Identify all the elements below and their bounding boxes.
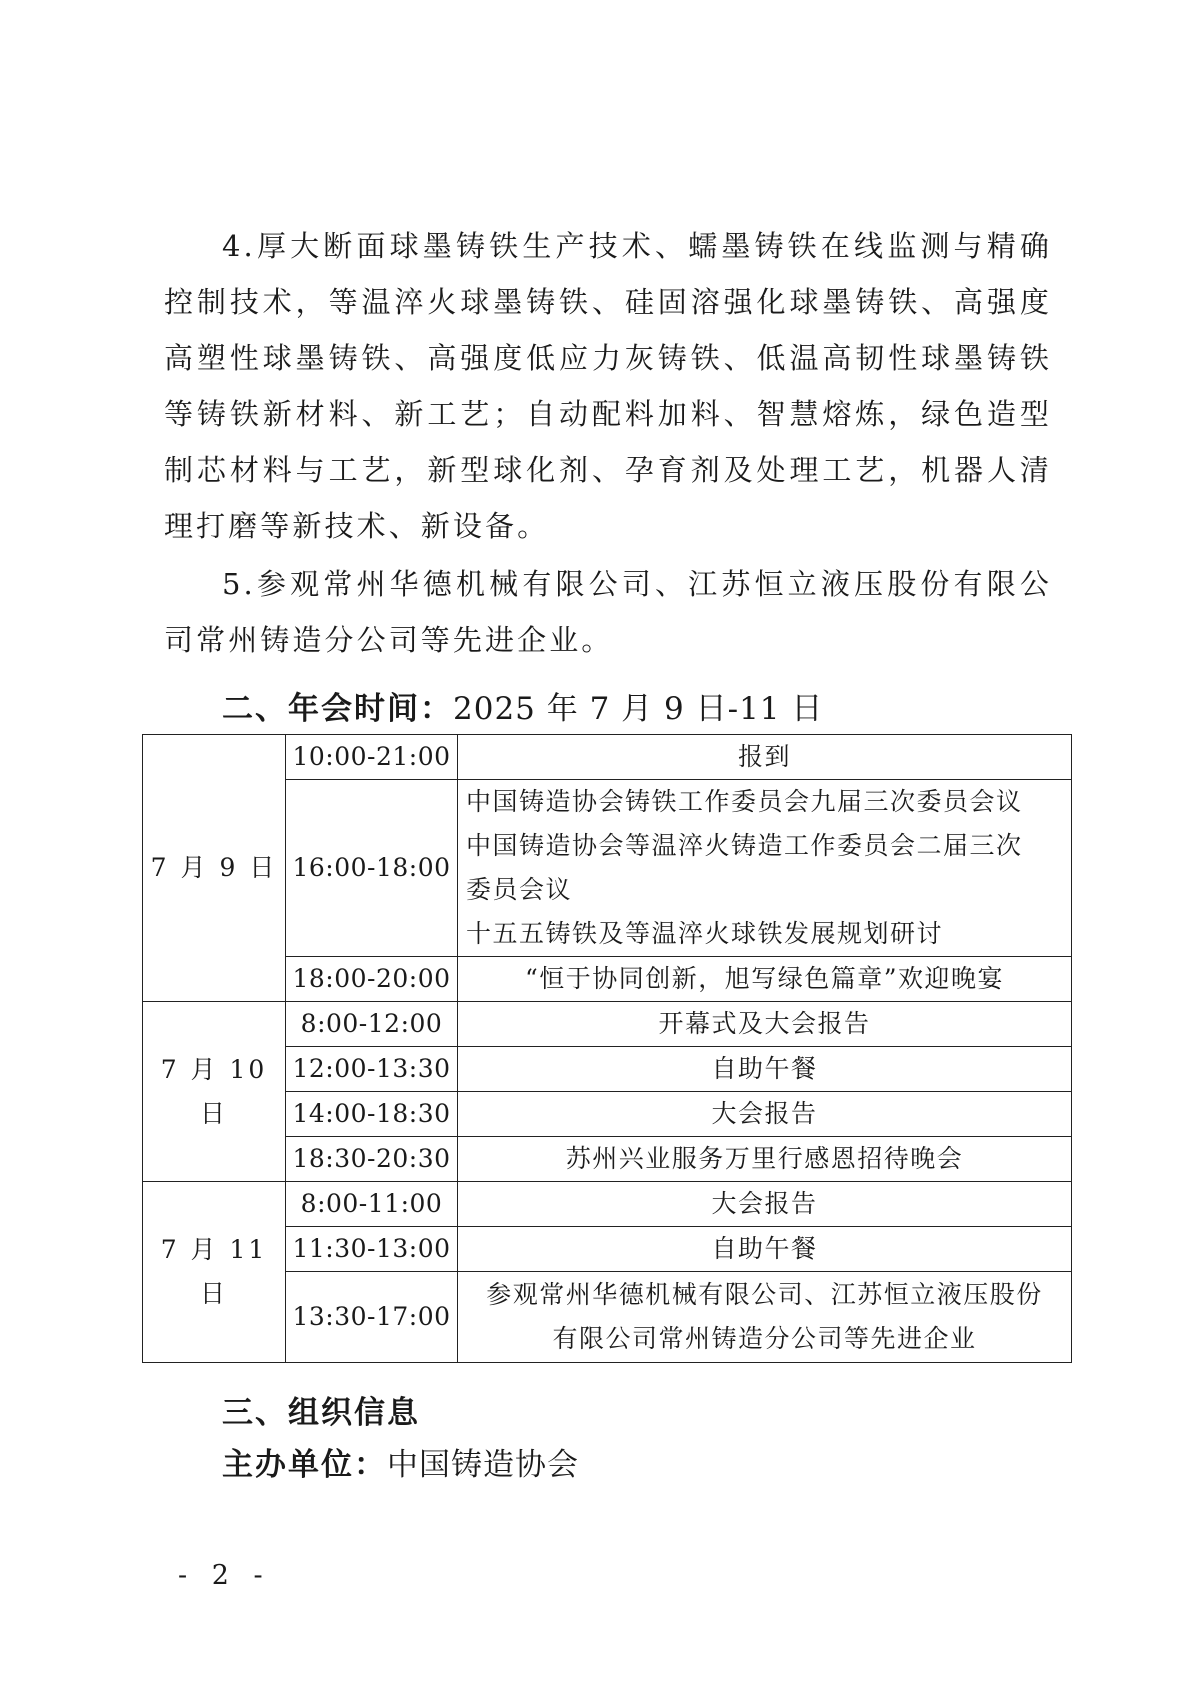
schedule-event-line: 中国铸造协会等温淬火铸造工作委员会二届三次 [466,831,1023,860]
schedule-event-line: 十五五铸铁及等温淬火球铁发展规划研讨 [466,919,944,948]
schedule-event: 自助午餐 [458,1227,1072,1272]
schedule-time: 11:30-13:00 [286,1227,458,1272]
schedule-time: 13:30-17:00 [286,1272,458,1363]
schedule-event: 开幕式及大会报告 [458,1002,1072,1047]
schedule-event: 苏州兴业服务万里行感恩招待晚会 [458,1137,1072,1182]
schedule-time: 16:00-18:00 [286,780,458,957]
section-heading-time-label: 二、年会时间： [222,691,453,727]
sponsor-value: 中国铸造协会 [387,1447,579,1483]
table-row [143,1182,1072,1227]
meeting-date-range: 2025 年 7 月 9 日-11 日 [453,691,824,727]
schedule-event-line: 中国铸造协会铸铁工作委员会九届三次委员会议 [466,787,1023,816]
schedule-event: “恒于协同创新，旭写绿色篇章”欢迎晚宴 [458,957,1072,1002]
schedule-time: 14:00-18:30 [286,1092,458,1137]
schedule-time: 8:00-11:00 [286,1182,458,1227]
table-row [143,735,1072,780]
page-number: - 2 - [178,1560,271,1591]
schedule-event-line: 参观常州华德机械有限公司、江苏恒立液压股份 [486,1280,1043,1309]
schedule-event [458,780,1072,957]
schedule-event [458,1272,1072,1363]
schedule-event: 大会报告 [458,1182,1072,1227]
schedule-event-line: 委员会议 [466,875,573,904]
schedule-time: 10:00-21:00 [286,735,458,780]
schedule-date: 7 月 9 日 [143,735,286,1002]
schedule-time: 18:30-20:30 [286,1137,458,1182]
schedule-date: 7 月 11 日 [143,1182,286,1363]
schedule-event: 报到 [458,735,1072,780]
content-item-4: 4.厚大断面球墨铸铁生产技术、蠕墨铸铁在线监测与精确控制技术，等温淬火球墨铸铁、硅固溶强化球墨铸铁、高强度高塑性球墨铸铁、高强度低应力灰铸铁、低温高韧性球墨铸铁等铸铁新材料、新工艺；自动配料加料、智慧熔炼，绿色造型制芯材料与工艺，新型球化剂、孕育剂及处理工艺，机器人清理打磨等新技术、新设备。 [164,229,1052,543]
sponsor-label: 主办单位： [222,1447,387,1483]
section-heading-time [222,689,823,729]
schedule-time: 12:00-13:30 [286,1047,458,1092]
schedule-date: 7 月 10 日 [143,1002,286,1182]
table-row [143,1002,1072,1047]
section-heading-organization: 三、组织信息 [222,1395,420,1431]
schedule-event: 大会报告 [458,1092,1072,1137]
schedule-event-line: 有限公司常州铸造分公司等先进企业 [552,1324,977,1353]
content-item-5: 5.参观常州华德机械有限公司、江苏恒立液压股份有限公司常州铸造分公司等先进企业。 [164,567,1052,657]
schedule-event: 自助午餐 [458,1047,1072,1092]
sponsor-line [222,1445,579,1485]
schedule-table [142,734,1072,1363]
schedule-time: 18:00-20:00 [286,957,458,1002]
schedule-time: 8:00-12:00 [286,1002,458,1047]
